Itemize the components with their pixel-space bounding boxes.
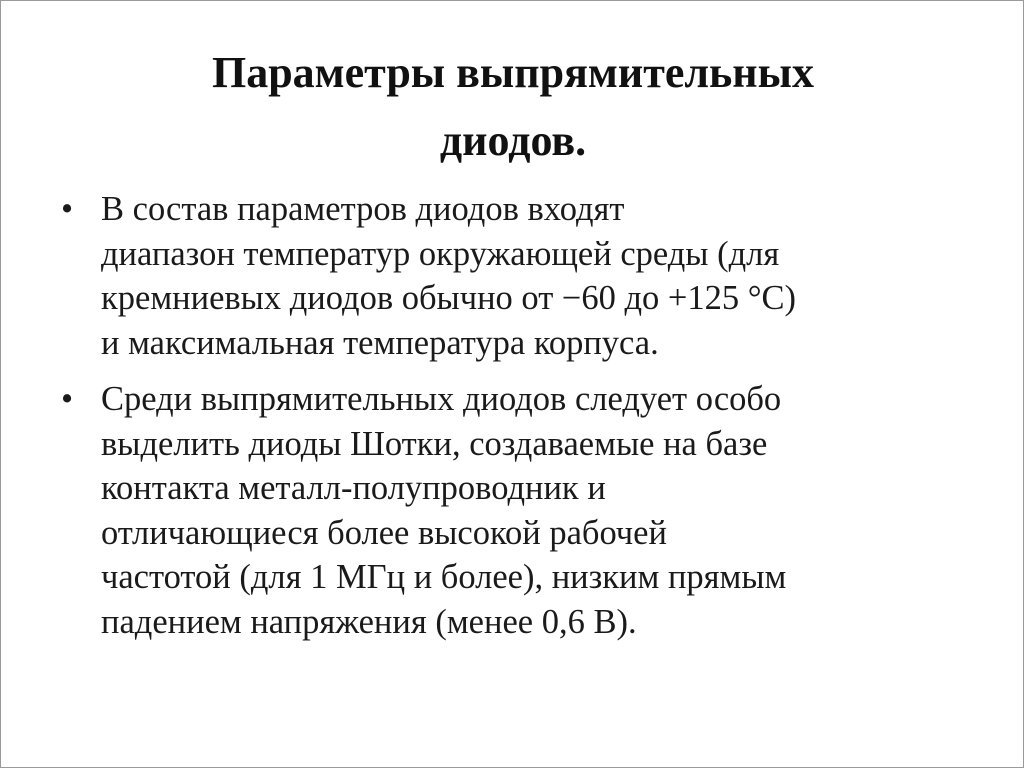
bullet-2-line-5: частотой (для 1 МГц и более), низким прямым <box>101 558 787 596</box>
bullet-2-line-1: Среди выпрямительных диодов следует особо <box>101 380 782 418</box>
title-line-2: диодов. <box>439 116 587 165</box>
bullet-1-line-4: и максимальная температура корпуса. <box>101 323 659 362</box>
bullet-2-line-3: контакта металл-полупроводник и <box>101 469 606 507</box>
bullet-1-line-2: диапазон температур окружающей среды (для <box>101 234 780 273</box>
bullet-1-line-3: кремниевых диодов обычно от −60 до +125 °С) <box>101 279 797 317</box>
bullet-point-icon: • <box>61 190 74 228</box>
bullet-point-icon: • <box>61 380 74 418</box>
bullet-2-line-6: падением напряжения (менее 0,6 В). <box>101 602 637 641</box>
bullet-1-line-1: В состав параметров диодов входят <box>101 190 625 228</box>
title-line-1: Параметры выпрямительных <box>211 48 815 97</box>
bullet-2-line-2: выделить диоды Шотки, создаваемые на базе <box>101 424 768 463</box>
bullet-item-schottky <box>59 377 979 644</box>
bullet-list <box>59 187 979 656</box>
bullet-item-temperature <box>59 187 979 365</box>
slide-title <box>81 39 945 175</box>
bullet-2-line-4: отличающиеся более высокой рабочей <box>101 513 667 552</box>
